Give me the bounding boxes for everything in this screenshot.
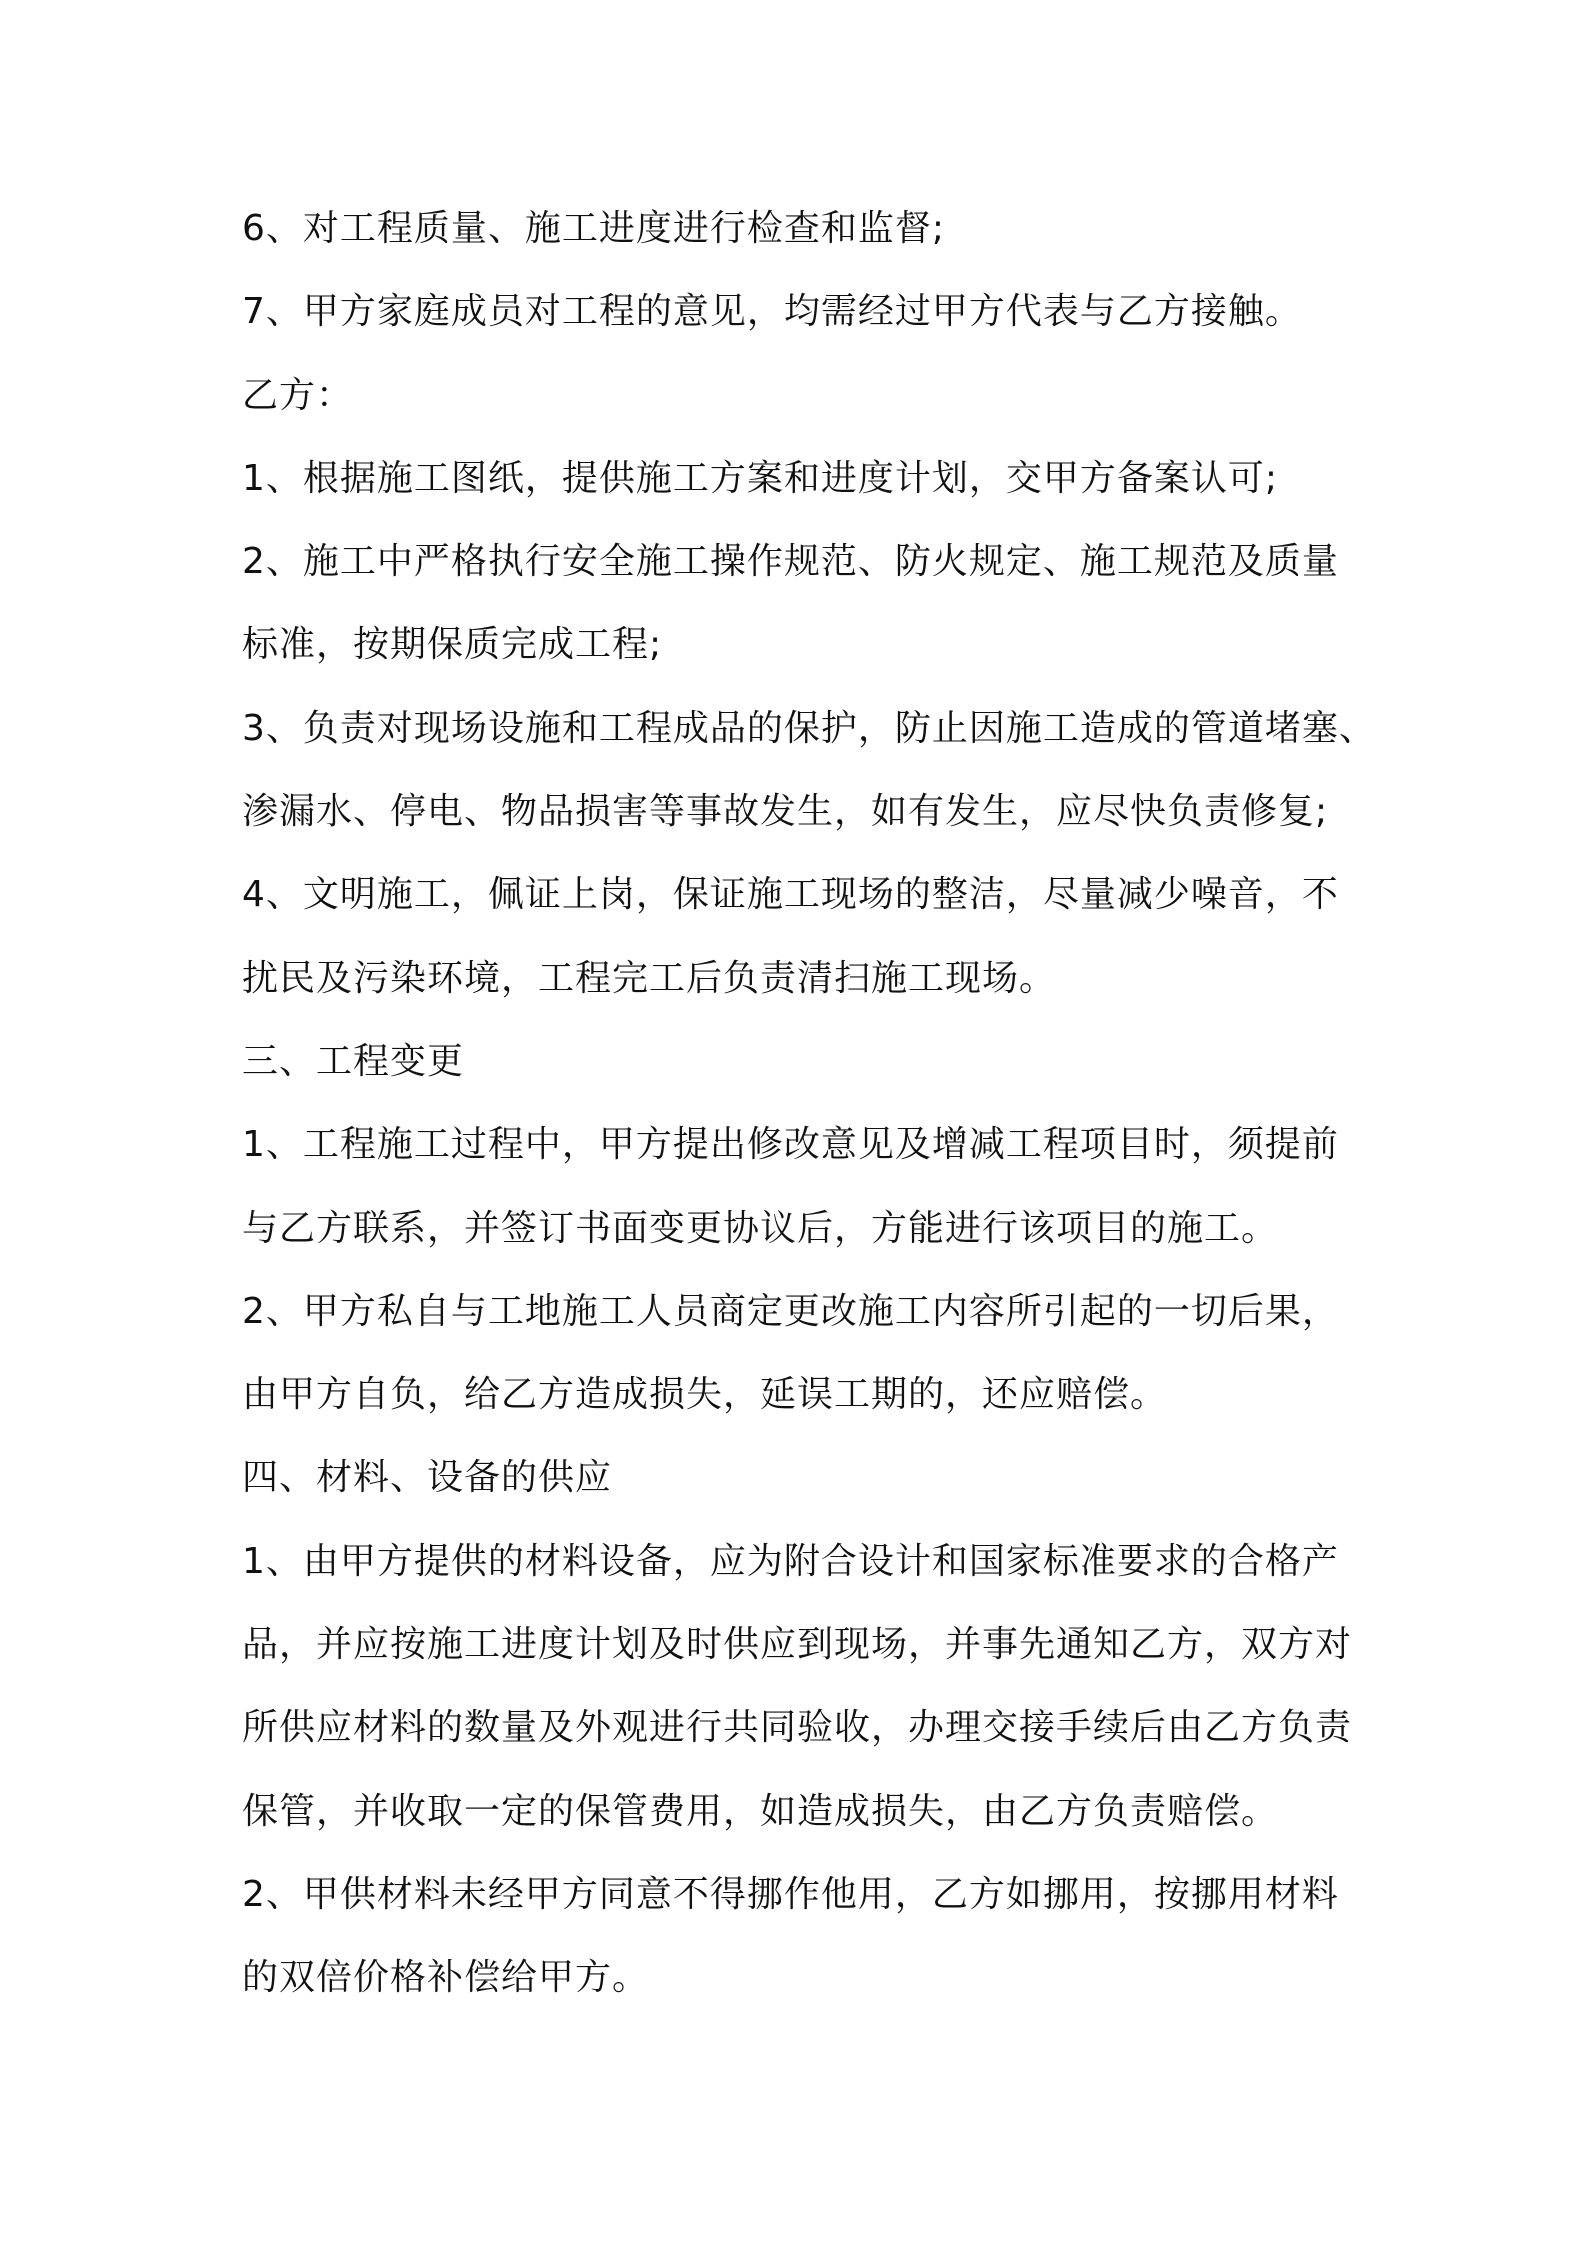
text-line: 与乙方联系，并签订书面变更协议后，方能进行该项目的施工。 [242,1207,1279,1249]
section-heading: 四、材料、设备的供应 [242,1457,613,1499]
document-body [242,198,1376,2031]
text-line: 所供应材料的数量及外观进行共同验收，办理交接手续后由乙方负责 [242,1707,1353,1749]
text-line: 扰民及污染环境，工程完工后负责清扫施工现场。 [242,957,1057,999]
section-heading: 三、工程变更 [242,1040,465,1082]
text-line: 由甲方自负，给乙方造成损失，延误工期的，还应赔偿。 [242,1374,1168,1416]
text-line: 2、施工中严格执行安全施工操作规范、防火规定、施工规范及质量 [242,541,1339,583]
text-line: 1、工程施工过程中，甲方提出修改意见及增减工程项目时，须提前 [242,1124,1339,1166]
text-line: 渗漏水、停电、物品损害等事故发生，如有发生，应尽快负责修复; [242,791,1329,833]
text-line: 2、甲方私自与工地施工人员商定更改施工内容所引起的一切后果， [242,1290,1339,1332]
text-line: 1、根据施工图纸，提供施工方案和进度计划，交甲方备案认可; [242,457,1279,499]
text-line: 标准，按期保质完成工程; [242,624,663,666]
text-line: 品，并应按施工进度计划及时供应到现场，并事先通知乙方，双方对 [242,1624,1353,1666]
section-label: 乙方： [242,374,354,416]
text-line: 1、由甲方提供的材料设备，应为附合设计和国家标准要求的合格产 [242,1540,1339,1582]
text-line: 的双倍价格补偿给甲方。 [242,1957,650,1999]
text-line: 2、甲供材料未经甲方同意不得挪作他用，乙方如挪用，按挪用材料 [242,1873,1339,1915]
text-line: 4、文明施工，佩证上岗，保证施工现场的整洁，尽量减少噪音，不 [242,874,1339,916]
text-line: 3、负责对现场设施和工程成品的保护，防止因施工造成的管道堵塞、 [242,707,1376,749]
text-line: 保管，并收取一定的保管费用，如造成损失，由乙方负责赔偿。 [242,1790,1279,1832]
text-line: 7、甲方家庭成员对工程的意见，均需经过甲方代表与乙方接触。 [242,291,1302,333]
text-line: 6、对工程质量、施工进度进行检查和监督; [242,208,946,249]
